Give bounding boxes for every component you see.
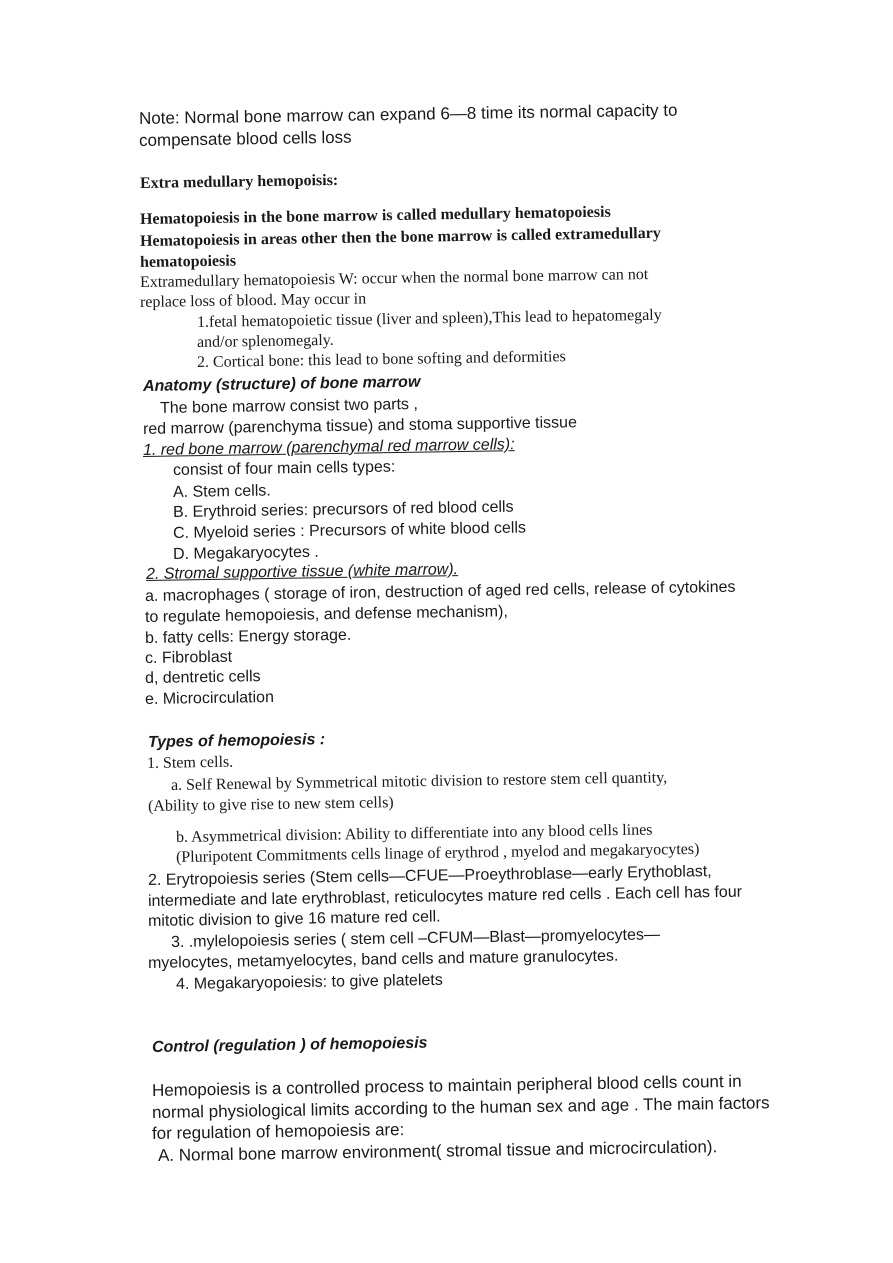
red-marrow-item: D. Megakaryocytes . xyxy=(172,543,319,563)
extramedullary-item-1b: and/or splenomegaly. xyxy=(196,331,334,351)
types-item-a-1: a. Self Renewal by Symmetrical mitotic division to restore stem cell quantity, xyxy=(170,769,668,794)
note-line-2: compensate blood cells loss xyxy=(138,127,352,150)
control-heading: Control (regulation ) of hemopoiesis xyxy=(151,1034,428,1056)
note-line-1: Note: Normal bone marrow can expand 6—8 time its normal capacity to xyxy=(138,100,678,128)
types-item-b-2: (Pluripotent Commitments cells linage of erythrod , myelod and megakaryocytes) xyxy=(175,840,700,866)
extramedullary-item-1a: 1.fetal hematopoietic tissue (liver and spleen),This lead to hepatomegaly xyxy=(196,306,662,331)
anatomy-intro-2: red marrow (parenchyma tissue) and stoma supportive tissue xyxy=(142,414,578,438)
red-marrow-item: B. Erythroid series: precursors of red blood cells xyxy=(172,498,514,521)
megakaryopoiesis-line: 4. Megakaryopoiesis: to give platelets xyxy=(175,971,443,993)
control-para-3: for regulation of hemopoiesis are: xyxy=(151,1120,405,1143)
extramedullary-item-2: 2. Cortical bone: this lead to bone softing and deformities xyxy=(196,348,566,371)
control-para-2: normal physiological limits according to the human sex and age . The main factors xyxy=(151,1093,770,1122)
extramedullary-definition-2: hematopoiesis xyxy=(139,252,237,271)
control-item-a: A. Normal bone marrow environment( stromal tissue and microcirculation). xyxy=(157,1137,718,1165)
myelopoiesis-line-2: myelocytes, metamyelocytes, band cells and mature granulocytes. xyxy=(147,947,619,972)
extra-medullary-heading: Extra medullary hemopoisis: xyxy=(139,171,339,192)
types-stem-cells: 1. Stem cells. xyxy=(146,753,234,772)
anatomy-heading: Anatomy (structure) of bone marrow xyxy=(142,373,421,395)
types-item-b-1: b. Asymmetrical division: Ability to differentiate into any blood cells lines xyxy=(175,821,653,846)
stromal-item-d: d, dentretic cells xyxy=(144,668,261,687)
erytropoiesis-line-2: intermediate and late erythroblast, reticulocytes mature red cells . Each cell has four xyxy=(147,883,743,910)
extramedullary-para-1: Extramedullary hematopoiesis W: occur when the normal bone marrow can not xyxy=(139,266,649,291)
stromal-item-e: e. Microcirculation xyxy=(144,688,275,708)
erytropoiesis-line-1: 2. Erytropoiesis series (Stem cells—CFUE—Proeythroblase—early Erythoblast, xyxy=(147,863,712,889)
anatomy-intro-1: The bone marrow consist two parts , xyxy=(159,395,418,417)
stromal-item-c: c. Fibroblast xyxy=(144,648,233,667)
red-marrow-item: C. Myeloid series : Precursors of white blood cells xyxy=(172,519,527,542)
erytropoiesis-line-3: mitotic division to give 16 mature red cell. xyxy=(147,908,441,930)
types-item-a-2: (Ability to give rise to new stem cells) xyxy=(147,794,394,815)
red-marrow-intro: consist of four main cells types: xyxy=(172,458,396,479)
extramedullary-definition-1: Hematopoiesis in areas other then the bone marrow is called extramedullary xyxy=(139,224,661,250)
stromal-item-b: b. fatty cells: Energy storage. xyxy=(144,626,352,647)
extramedullary-para-2: replace loss of blood. May occur in xyxy=(139,290,367,311)
types-heading: Types of hemopoiesis : xyxy=(147,731,326,751)
myelopoiesis-line-1: 3. .mylelopoiesis series ( stem cell –CFUM—Blast—promyelocytes— xyxy=(170,926,661,951)
medullary-definition: Hematopoiesis in the bone marrow is called medullary hematopoiesis xyxy=(139,203,611,228)
stromal-item-a-2: to regulate hemopoiesis, and defense mechanism), xyxy=(144,603,508,626)
stromal-item-a-1: a. macrophages ( storage of iron, destruction of aged red cells, release of cytokines xyxy=(144,578,736,605)
stromal-heading: 2. Stromal supportive tissue (white marrow). xyxy=(145,561,459,583)
red-marrow-item: A. Stem cells. xyxy=(172,482,271,501)
red-marrow-heading: 1. red bone marrow (parenchymal red marrow cells): xyxy=(142,436,515,459)
control-para-1: Hemopoiesis is a controlled process to maintain peripheral blood cells count in xyxy=(151,1071,742,1100)
